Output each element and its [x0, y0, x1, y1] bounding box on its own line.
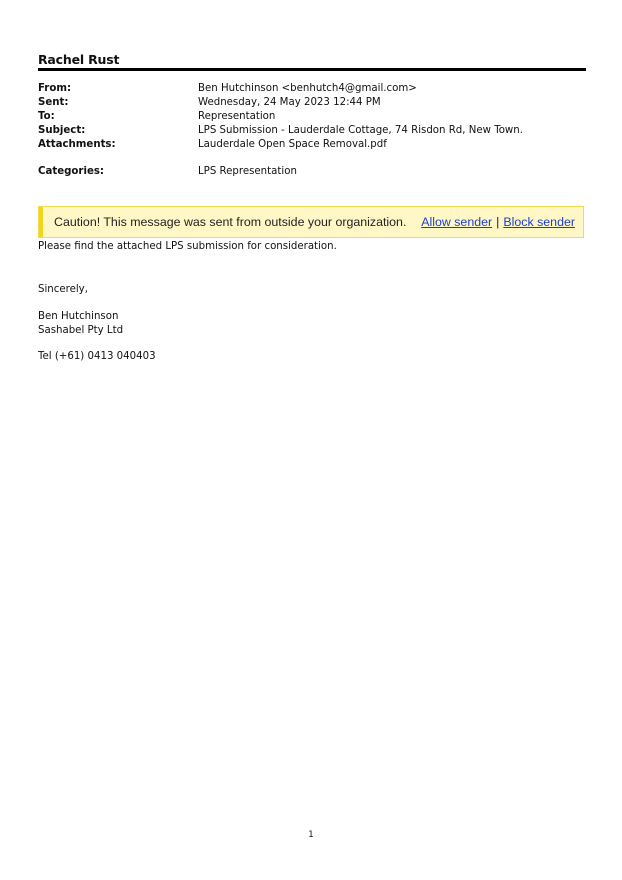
sent-row: [38, 96, 586, 110]
subject-row: [38, 124, 586, 138]
to-label: To:: [38, 111, 55, 122]
attachment-filename[interactable]: Lauderdale Open Space Removal.pdf: [198, 139, 387, 150]
attachments-row: [38, 138, 586, 152]
block-sender-link[interactable]: Block sender: [503, 215, 575, 229]
sent-value: Wednesday, 24 May 2023 12:44 PM: [198, 97, 381, 108]
to-row: [38, 110, 586, 124]
subject-value: LPS Submission - Lauderdale Cottage, 74 Risdon Rd, New Town.: [198, 125, 523, 136]
body-message: Please find the attached LPS submission for consideration.: [38, 241, 337, 252]
to-value: Representation: [198, 111, 276, 122]
page-number: 1: [308, 830, 314, 840]
signature-telephone: Tel (+61) 0413 040403: [38, 351, 156, 362]
from-value: Ben Hutchinson <benhutch4@gmail.com>: [198, 83, 417, 94]
sender-actions: [421, 215, 575, 229]
categories-label: Categories:: [38, 166, 104, 177]
warning-accent-bar: [39, 207, 43, 237]
categories-value: LPS Representation: [198, 166, 297, 177]
attachments-label: Attachments:: [38, 139, 116, 150]
sent-label: Sent:: [38, 97, 69, 108]
from-row: [38, 82, 586, 96]
subject-label: Subject:: [38, 125, 86, 136]
allow-sender-link[interactable]: Allow sender: [421, 215, 493, 229]
body-closing: Sincerely,: [38, 284, 88, 295]
warning-message: Caution! This message was sent from outside your organization.: [54, 215, 407, 229]
categories-row: [38, 165, 586, 179]
external-sender-warning-banner: [38, 206, 584, 238]
link-separator: |: [496, 215, 500, 229]
mailbox-owner-name: Rachel Rust: [38, 52, 120, 67]
signature-name: Ben Hutchinson: [38, 311, 119, 322]
header-rule: [38, 68, 586, 71]
signature-company: Sashabel Pty Ltd: [38, 325, 124, 336]
from-label: From:: [38, 83, 72, 94]
